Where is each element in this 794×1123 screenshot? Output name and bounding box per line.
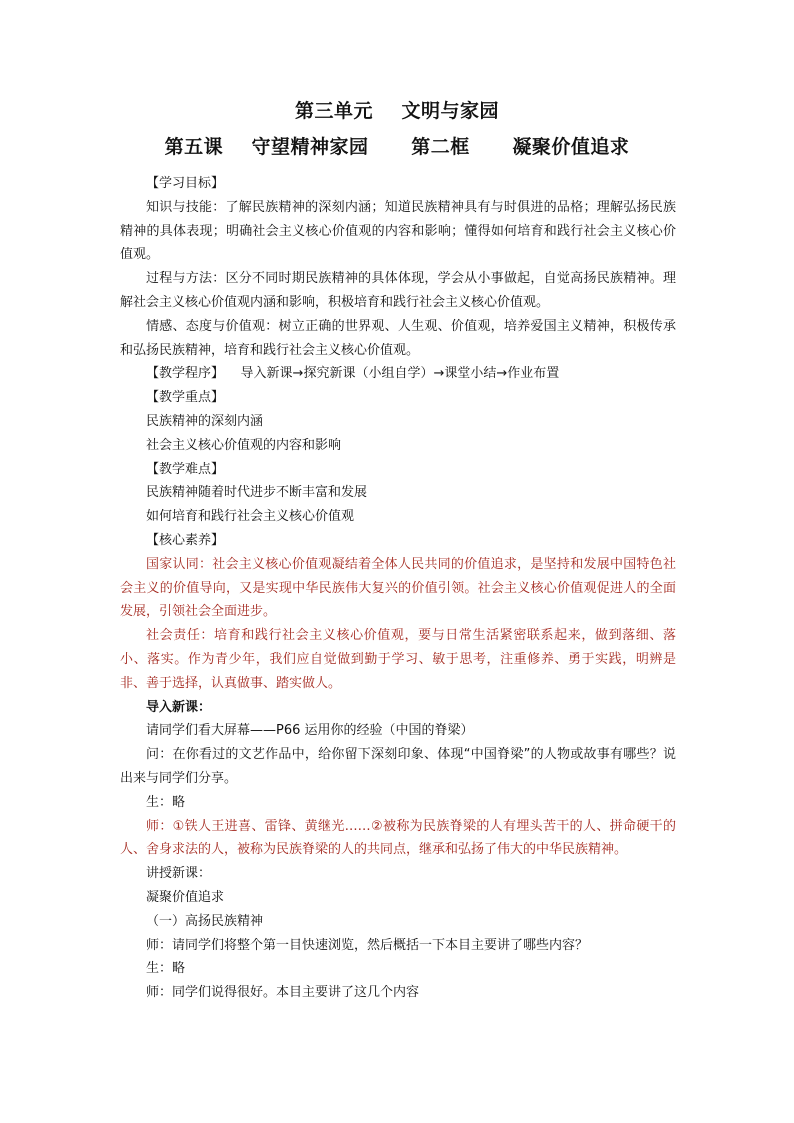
objective-process: 过程与方法：区分不同时期民族精神的具体体现，学会从小事做起，自觉高扬民族精神。理解社会主义核心价值观内涵和影响，积极培育和践行社会主义核心价值观。 — [120, 271, 676, 310]
literacy-social: 社会责任：培育和践行社会主义核心价值观，要与日常生活紧密联系起来，做到落细、落小、落实。作为青少年，我们应自觉做到勤于学习、敏于思考，注重修养、勇于实践，明辨是非、善于选择，认真做事、踏实做人。 — [120, 628, 676, 691]
intro-line: 请同学们看大屏幕——P66 运用你的经验（中国的脊梁） — [146, 723, 474, 739]
lecture-teacher-2: 师：同学们说得很好。本目主要讲了这几个内容 — [146, 985, 420, 1001]
difficulty-item: 民族精神随着时代进步不断丰富和发展 — [146, 485, 368, 501]
key-point-item: 社会主义核心价值观的内容和影响 — [146, 437, 342, 453]
procedure-line — [120, 362, 676, 386]
unit-title: 第三单元 文明与家园 — [295, 100, 499, 122]
literacy-heading: 【核心素养】 — [146, 532, 225, 548]
document-body — [120, 172, 676, 1005]
key-point-item: 民族精神的深刻内涵 — [146, 413, 264, 429]
lecture-heading: 讲授新课： — [146, 866, 212, 882]
lesson-title: 第五课 守望精神家园 第二框 凝聚价值追求 — [164, 136, 630, 158]
intro-student: 生：略 — [146, 794, 186, 810]
objective-emotion: 情感、态度与价值观：树立正确的世界观、人生观、价值观，培养爱国主义精神，积极传承和弘扬民族精神，培育和践行社会主义核心价值观。 — [120, 318, 676, 358]
procedure-text: 导入新课→探究新课（小组自学）→课堂小结→作业布置 — [224, 366, 560, 382]
lecture-section: （一）高扬民族精神 — [146, 913, 264, 929]
lecture-topic: 凝聚价值追求 — [146, 889, 225, 905]
lecture-student: 生：略 — [146, 961, 186, 977]
objectives-heading: 【学习目标】 — [146, 176, 225, 191]
literacy-national: 国家认同：社会主义核心价值观凝结着全体人民共同的价值追求，是坚持和发展中国特色社会主义的价值导向，又是实现中华民族伟大复兴的价值引领。社会主义核心价值观促进人的全面发展，引领社会全面进步。 — [120, 556, 676, 620]
objective-knowledge: 知识与技能：了解民族精神的深刻内涵；知道民族精神具有与时俱进的品格；理解弘扬民族精神的具体表现；明确社会主义核心价值观的内容和影响；懂得如何培育和践行社会主义核心价值观。 — [120, 199, 676, 263]
difficulties-heading: 【教学难点】 — [146, 461, 225, 477]
intro-question: 问：在你看过的文艺作品中，给你留下深刻印象、体现“中国脊梁”的人物或故事有哪些？说出来与同学们分享。 — [120, 747, 676, 786]
lecture-teacher-1: 师：请同学们将整个第一目快速浏览，然后概括一下本目主要讲了哪些内容？ — [146, 937, 589, 953]
key-points-heading: 【教学重点】 — [146, 390, 225, 406]
intro-teacher: 师：①铁人王进喜、雷锋、黄继光……②被称为民族脊梁的人有埋头苦干的人、拼命硬干的人、舍身求法的人，被称为民族脊梁的人的共同点，继承和弘扬了伟大的中华民族精神。 — [120, 818, 676, 858]
difficulty-item: 如何培育和践行社会主义核心价值观 — [146, 509, 355, 525]
intro-heading: 导入新课： — [146, 699, 212, 715]
procedure-heading: 【教学程序】 — [146, 366, 225, 382]
